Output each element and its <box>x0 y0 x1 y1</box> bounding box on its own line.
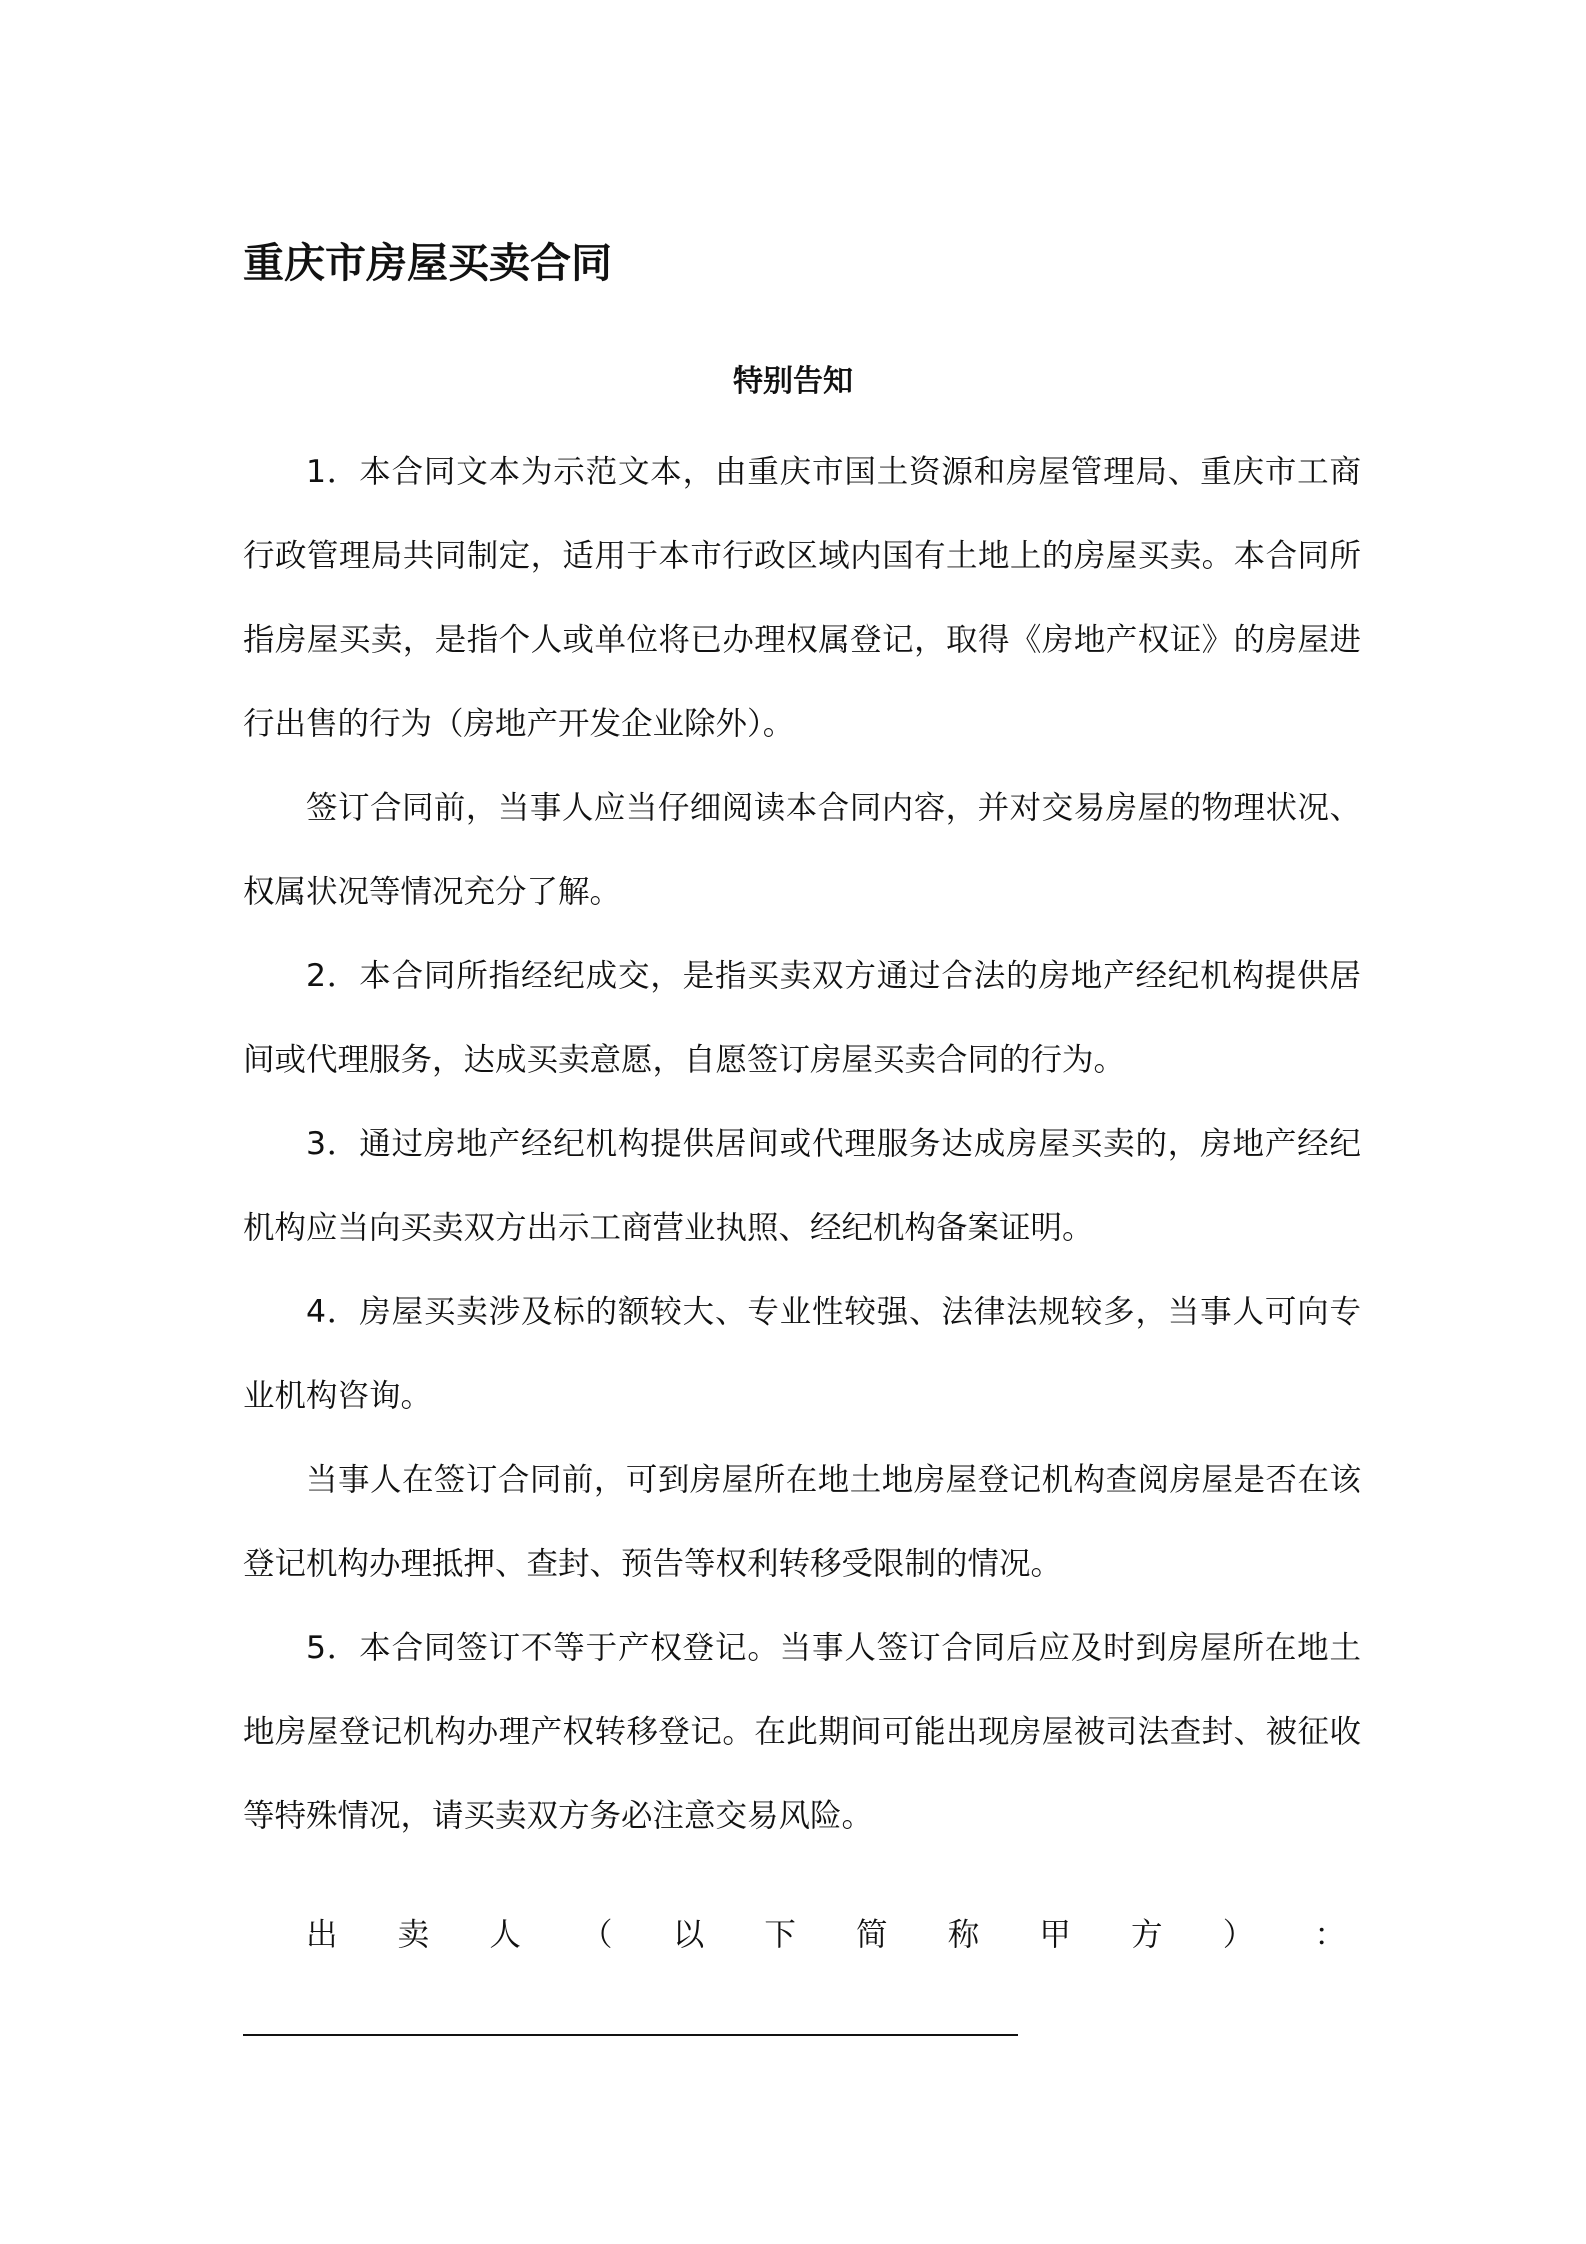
notice-paragraph-1: 1．本合同文本为示范文本，由重庆市国土资源和房屋管理局、重庆市工商行政管理局共同制定，适用于本市行政区域内国有土地上的房屋买卖。本合同所指房屋买卖，是指个人或单位将已办理权属登记，取得《房地产权证》的房屋进行出售的行为（房地产开发企业除外）。 <box>243 454 1361 742</box>
seller-label-char: 以 <box>672 1917 705 1953</box>
seller-label-char: 甲 <box>1039 1917 1071 1953</box>
notice-paragraph-2: 2．本合同所指经纪成交，是指买卖双方通过合法的房地产经纪机构提供居间或代理服务，达成买卖意愿，自愿签订房屋买卖合同的行为。 <box>243 958 1361 1078</box>
notice-body <box>243 430 1361 1858</box>
seller-label-char: 下 <box>764 1917 796 1953</box>
notice-paragraph-3: 3．通过房地产经纪机构提供居间或代理服务达成房屋买卖的，房地产经纪机构应当向买卖双方出示工商营业执照、经纪机构备案证明。 <box>243 1126 1361 1246</box>
document-title: 重庆市房屋买卖合同 <box>243 239 612 287</box>
notice-heading: 特别告知 <box>733 364 853 399</box>
seller-label-char: ： <box>1314 1917 1346 1953</box>
notice-paragraph-5: 5．本合同签订不等于产权登记。当事人签订合同后应及时到房屋所在地土地房屋登记机构办理产权转移登记。在此期间可能出现房屋被司法查封、被征收等特殊情况，请买卖双方务必注意交易风险。 <box>243 1630 1361 1834</box>
seller-label-char: 方 <box>1131 1917 1163 1953</box>
seller-label-char: （ <box>581 1917 613 1953</box>
seller-label <box>306 1900 1346 1970</box>
seller-label-char: 称 <box>947 1917 980 1953</box>
notice-paragraph-4-note: 当事人在签订合同前，可到房屋所在地土地房屋登记机构查阅房屋是否在该登记机构办理抵押、查封、预告等权利转移受限制的情况。 <box>243 1462 1361 1582</box>
seller-label-char: 人 <box>489 1917 521 1953</box>
notice-paragraph-4: 4．房屋买卖涉及标的额较大、专业性较强、法律法规较多，当事人可向专业机构咨询。 <box>243 1294 1361 1414</box>
seller-label-char: 出 <box>306 1917 338 1953</box>
seller-label-char: 卖 <box>397 1917 430 1953</box>
notice-paragraph-1-note: 签订合同前，当事人应当仔细阅读本合同内容，并对交易房屋的物理状况、权属状况等情况充分了解。 <box>243 790 1361 910</box>
seller-label-char: 简 <box>856 1917 888 1953</box>
seller-label-char: ） <box>1222 1917 1255 1953</box>
seller-blank-line <box>243 2034 1018 2036</box>
